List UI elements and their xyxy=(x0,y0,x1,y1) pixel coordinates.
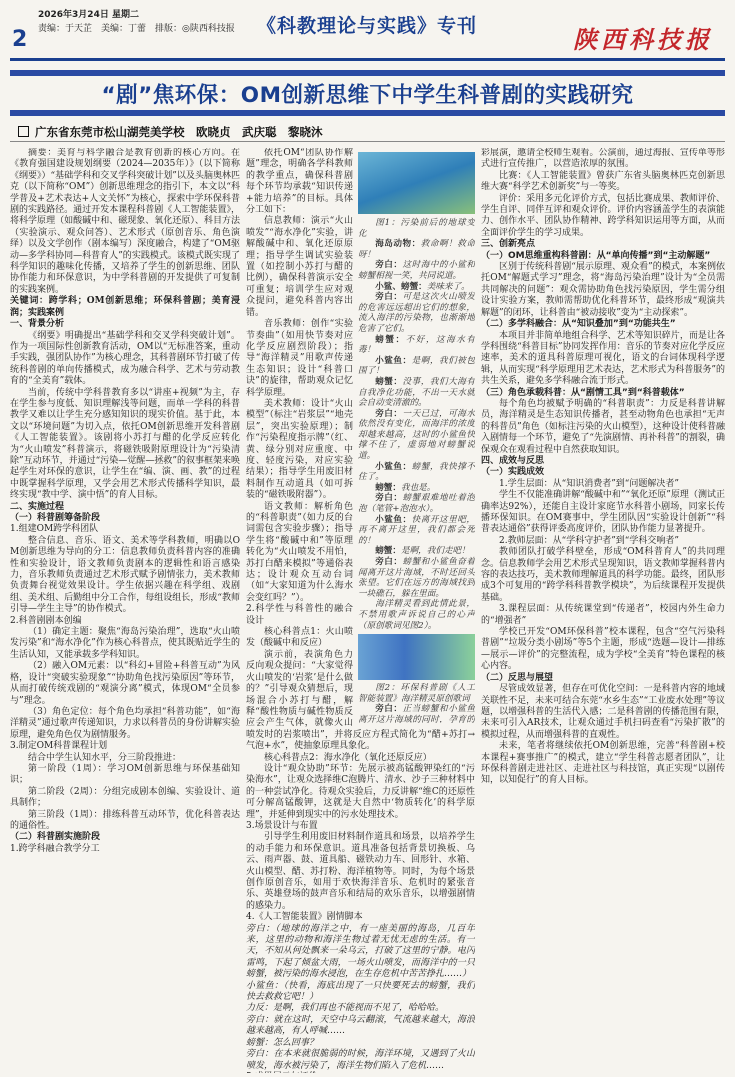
speaker-role: 螃蟹： xyxy=(375,482,401,493)
script-line xyxy=(358,704,475,723)
script-text: 螃蟹和小鲨鱼奋着闻离开这片海域，不时还回头张望。它们在远方的海域找到一块礁石，躲在里面。 xyxy=(358,557,475,599)
paragraph: 尽管成效显著，但存在可优化空间：一是科普内容的地域关联性不足，未来可结合东莞“水乡生态”“工业废水处理”等议题，以增强科普的生活代入感；二是科普剧的传播范围有限，未来可引入AR技术，让观众通过手机扫码查看“污染扩散”的模拟过程，从而增强科普的直观性。 xyxy=(481,684,725,740)
speaker-role: 海岛动物： xyxy=(375,239,421,250)
script-text: 一天已过，可海水依然没有变化，而海洋的浓度却越来越高，这时的小鲨鱼快撑不住了，虚弱地对螃蟹说道。 xyxy=(358,408,475,462)
speaker-role: 旁白： xyxy=(375,260,403,271)
paragraph: 音乐教师：创作“实验节奏曲”（如用快节奏对应化学反应剧烈阶段）；指导“海洋精灵”用歌声传递生态知识；设计“科普口诀”的旋律，帮助观众记忆科学原理。 xyxy=(246,319,353,398)
script-text: 是啊，我们被包围了！ xyxy=(358,355,475,377)
script-line xyxy=(358,282,475,293)
paragraph: 第二阶段（2周）：分组完成剧本创编、实验设计、道具制作； xyxy=(10,786,240,809)
script-line xyxy=(358,493,475,514)
speaker-role: 旁白： xyxy=(375,557,403,567)
section-heading: （二）科普剧实施阶段 xyxy=(10,832,101,843)
speaker-role: 旁白： xyxy=(375,408,403,419)
paragraph: 语文教师：解析角色的“科普职责”（如力反的台词需包含实验步骤）；指导学生将“酸碱中和”等原理转化为“火山喷发不用怕，苏打白醋来模拟”等通俗表达；设计观众互动台词（如“大家知道为什么海水会变红吗？”）。 xyxy=(246,501,353,603)
paragraph: 2.科学性与科普性的融合设计 xyxy=(246,604,353,626)
section-heading: （一）实践成效 xyxy=(481,467,545,478)
figure-1-image xyxy=(358,152,475,214)
speaker-role: 螃蟹： xyxy=(375,376,403,387)
paragraph: 第一阶段（1周）：学习OM创新思维与环保基础知识； xyxy=(10,763,240,786)
header-meta xyxy=(38,8,235,36)
script-line xyxy=(358,239,475,260)
page-number: 2 xyxy=(12,27,28,52)
speaker-role: 旁白： xyxy=(375,493,403,504)
section-heading: 三、创新亮点 xyxy=(481,239,536,250)
script-line xyxy=(358,409,475,462)
script-line xyxy=(358,462,475,483)
script-line xyxy=(358,292,475,334)
column-3 xyxy=(481,148,725,1073)
issue-date: 2026年3月24日 星期二 xyxy=(38,10,139,20)
script-text: 海洋精灵看到此情此景，不禁用歌声诉说自己的心声（原创歌词见图2）。 xyxy=(358,599,475,631)
section-heading: 四、成效与反思 xyxy=(481,455,545,466)
paragraph: 2.教师层面：从“学科守护者”到“学科交响者” xyxy=(499,535,679,546)
paragraph: 学校已开发“OM环保科普”校本课程，包含“空气污染科普剧”“垃圾分类小剧场”等5个主题，形成“选题—设计—排练—展示—评价”的完整流程，成为学校“全美育”特色课程的核心内容。 xyxy=(481,627,725,672)
section-heading: （二）反思与展望 xyxy=(481,672,554,683)
paragraph: 教师团队打破学科壁垒，形成“OM科普育人”的共同理念。信息教师学会用艺术形式呈现知识，语文教师掌握科普内容的表达技巧，美术教师理解道具的科学功能。最终，团队形成3个可复用的“跨学科科普教学模块”，为后续课程开发提供基础。 xyxy=(481,547,725,603)
script-text: 我也是。 xyxy=(400,482,436,493)
speaker-role: 小鲨鱼： xyxy=(375,355,412,366)
paragraph: （1）确定主题：聚焦“海岛污染治理”，选取“火山喷发污染”和“海水净化”作为核心科普点，使其既贴近学生的生活认知，又能承载多学科知识。 xyxy=(10,627,240,660)
section-heading: 二、实施过程 xyxy=(10,501,65,512)
section-heading: （二）多学科融合：从“知识叠加”到“功能共生” xyxy=(481,319,676,330)
script-line xyxy=(358,515,475,547)
paragraph: 整合信息、音乐、语文、美术等学科教师，明确以OM创新思维为导向的分工：信息教师负责科普内容的准确性和实验设计，语文教师负责剧本的逻辑性和语言感染力，音乐教师负责通过艺术形式赋予剧情张力，美术教师负责舞台视觉效果设计。学生依据兴趣在科学组、戏剧组、美术组、后勤组中分工合作，每组设组长，形成“教师引导—学生主导”的协作模式。 xyxy=(10,535,240,615)
paragraph: 核心科普点2：海水净化（氧化还原反应） xyxy=(264,752,432,763)
author-rule xyxy=(10,141,725,142)
paragraph: 设计“观众协助”环节：先展示被高锰酸钾染红的“污染海水”，让观众选择维C泡腾片、清水、沙子三种材料中的一种尝试净化。待观众实验后，力反讲解“维C的还原性可分解高锰酸钾，这就是大自然中‘物质转化’的科学原理”，并延伸到现实中的污水处理技术。 xyxy=(246,763,475,820)
paragraph: 摘要：美育与科学融合是教育创新的核心方向。在《教育强国建设规划纲要（2024—2035年）》（以下简称《纲要》）“基础学科和交叉学科突破计划”以及头脑奥林匹克（以下简称“OM”）创新思维理念的指引下，本文以“科学普及+艺术表达+人文关怀”为核心，探索中学环保科普剧的实践路径。通过开发本课程科普剧《人工智能装置》，将科学原理（如酸碱中和、磁现象、氧化还原）、科目方法（实验演示、观众问答）、艺术形式（原创音乐、角色演绎）以及文学创作（剧本编写）深度融合，构建了“OM驱动—多学科协同—科普育人”的实践模式。该模式既实现了科学知识的趣味化传播，又培养了学生的创新思维、团队协作能力和环保意识，为中学科普剧的开发提供了可复制的实践案例。 xyxy=(10,148,240,295)
speaker-role: 小鲨鱼： xyxy=(375,514,412,525)
script-line xyxy=(358,335,475,356)
section-heading: （三）角色承载科普：从“剧情工具”到“科普载体” xyxy=(481,387,685,398)
script-text: 可是这次火山喷发的危害远远超出它们的想象，流入海洋的污染物，也渐渐地危害了它们。 xyxy=(358,292,475,334)
paragraph: 螃蟹：怎么回事？ xyxy=(246,1037,319,1048)
paragraph: 旁白：就在这时，天空中乌云翻滚，气流越来越大，海浪越来越高，有人呼喊…… xyxy=(246,1014,475,1037)
script-line xyxy=(358,377,475,409)
paragraph: 3.课程层面：从传统课堂到“传递者”，校园内外生命力的“增强者” xyxy=(481,604,725,626)
author-names: 广东省东莞市松山湖莞美学校 欧晓贞 武庆聪 黎晓沐 xyxy=(35,125,323,139)
script-line xyxy=(358,557,475,599)
section-heading: （一）OM思维重构科普剧：从“单向传播”到“主动解题” xyxy=(481,250,711,261)
paragraph: 比赛：《人工智能装置》曾获广东省头脑奥林匹克创新思维大赛“科学艺术创新奖”与一等奖。 xyxy=(481,170,725,193)
column-2 xyxy=(246,148,475,1073)
staff-line: 责编：于天芷 美编：丁蕾 排版：◎陕西科技报 xyxy=(38,24,235,34)
paragraph: 引导学生利用废旧材料制作道具和场景，以培养学生的动手能力和环保意识。道具准备包括背景切换板、乌云、雨声器、鼓、道具船、磁铁动力车、回形针、水箱、火山模型、醋、苏打粉、海洋植物等。同时，为每个场景创作原创音乐，如用于欢快海洋音乐、危机时的紧张音乐、英雄登场的鼓声音乐和结局的欢乐音乐，以增强剧情的感染力。 xyxy=(246,832,475,911)
speaker-role: 旁白： xyxy=(375,292,403,303)
script-text: 救命啊！救命呀！ xyxy=(358,239,475,260)
script-line xyxy=(358,260,475,281)
paragraph: 《纲要》明确提出“基础学科和交叉学科突破计划”。作为一项国际性创新教育活动，OM以“无标准答案，重动手实践，强团队协作”为核心理念，其科普剧环节打破了传统科普剧的单向传播模式，成为融合科学、艺术与劳动教育的“全美育”载体。 xyxy=(10,330,240,387)
paragraph: 小鲨鱼：（快看，海底出现了一只快要死去的螃蟹，我们快去救救它吧！） xyxy=(246,980,475,1003)
paragraph: 信息教师：演示“火山喷发”“海水净化”实验，讲解酸碱中和、氧化还原原理；指导学生调试实验装置（如控制小苏打与醋的比例），确保科普演示安全可重复；培训学生应对观众提问，避免科普内容出错。 xyxy=(246,216,353,318)
paragraph: 结合中学生认知水平，分三阶段推进： xyxy=(28,752,182,763)
masthead-logo: 陕西科技报 xyxy=(573,25,713,54)
paragraph: 本项目并非简单地组合科学、艺术等知识碎片，而是让各学科围绕“科普目标”协同发挥作用：音乐的节奏对应化学反应速率，美术的道具科普原理可视化，语文的台词体现科学逻辑，从而实现“科学原理用艺术表达，艺术形式为科普服务”的共生关系，避免多学科融合流于形式。 xyxy=(481,330,725,387)
paragraph: 美术教师：设计“火山模型”（标注“岩浆层”“地壳层”，突出实验原理）；制作“污染程度指示牌”（红、黄、绿分别对应重度、中度、轻度污染，对应实验结果）；指导学生用废旧材料制作互动道具（如可拆装的“磁铁吸附器”）。 xyxy=(246,398,353,501)
paragraph: 1.跨学科融合教学分工 xyxy=(10,843,100,854)
paragraph: 演示前，表演角色力反向观众提问：“大家觉得火山喷发的‘岩浆’是什么做的？”引导观众猜想后，现场混合小苏打与醋，解释“酸性物质与碱性物质反应会产生气体，就像火山喷发时的岩浆喷出”，并将反应方程式简化为“醋+苏打→气泡+水”，使抽象原理具象化。 xyxy=(246,649,475,752)
section-heading: （一）科普剧筹备阶段 xyxy=(10,513,101,523)
paragraph: 学生不仅能准确讲解“酸碱中和”“氧化还原”原理（测试正确率达92%），还能自主设计家庭节水科普小剧场，同家长传播环保知识。在OM赛事中，学生团队因“实验设计创新”“科普表达通俗”获得评委高度评价，团队协作能力显著提升。 xyxy=(481,490,725,535)
script-text: 美味来了。 xyxy=(426,281,470,292)
paragraph: （3）角色定位：每个角色均承担“科普功能”，如“海洋精灵”通过歌声传递知识，力求以科普员的身份讲解实验原理，避免角色仅为剧情服务。 xyxy=(10,706,240,740)
script-text: 这时海中的小鲨和螃蟹相视一笑，共同说道。 xyxy=(358,260,475,281)
paragraph: 每个角色均被赋予明确的“科普职责”：力反是科普讲解员，海洋精灵是生态知识传播者，甚至动物角色也承担“无声的科普员”角色（如标注污染的火山模型），这种设计使科普融入剧情每一个环节，避免了“先演剧情、再补科普”的割裂，确保观众在观看过程中自然获取知识。 xyxy=(481,398,725,455)
script-line xyxy=(358,218,475,239)
speaker-role: 旁白： xyxy=(375,704,403,715)
paragraph: 力反：是啊，我们再也不能视而不见了，哈哈哈。 xyxy=(246,1003,445,1014)
paragraph: 2.科普剧剧本创编 xyxy=(10,615,82,626)
script-text: 不好，这海水有毒！ xyxy=(358,334,475,356)
paragraph: 3.制定OM科普课程计划 xyxy=(10,741,108,752)
script-sidebar xyxy=(358,148,475,723)
paragraph: 区别于传统科普剧“展示原理、观众看”的模式，本案例依托OM“解题式学习”理念，将“海岛污染治理”设计为“全员需共同解决的问题”：观众需协助角色找污染原因，学生需分组设计实验方案，教师需帮助优化科普环节，最终形成“观演共解题”的闭环，让科普由“被动接收”变为“主动探索”。 xyxy=(481,262,725,318)
paragraph xyxy=(246,1072,475,1073)
column-1 xyxy=(10,148,240,1073)
paragraph: 评价：采用多元化评价方式，包括比赛成果、教师评价、学生自评、同伴互评和观众评价。评价内容涵盖学生的表演能力、创作水平、团队协作精神、跨学科知识运用等方面，从而全面评价学生的学习成果。 xyxy=(481,193,725,238)
speaker-role: 螃蟹： xyxy=(375,334,406,345)
script-text: 螃蟹艰难地吐着泡泡（笔管+泡泡水）。 xyxy=(358,493,475,515)
title-band-bottom xyxy=(10,110,725,116)
author-box-icon xyxy=(18,126,29,137)
author-line xyxy=(18,124,323,140)
paragraph: 旁白：在本来就很脆弱的时候，海洋环境，又遇到了火山喷发，海水被污染了，海洋生物们陷入了危机…… xyxy=(246,1049,475,1071)
script-text: 没事，我们大海有自我净化功能，不出一天水就会自动变清澈的。 xyxy=(358,376,475,409)
page-header xyxy=(0,0,735,60)
title-band-top xyxy=(10,70,725,76)
script-text: 快离开这里吧，再不离开这里，我们都会死的！ xyxy=(358,514,475,546)
paragraph: 未来，笔者将继续依托OM创新思维，完善“科普剧+校本课程+赛事推广”的模式，建立“学生科普志愿者团队”，让环保科普剧走进社区、走进社区与科技馆，真正实现“以剧传知，以知促行”的育人目标。 xyxy=(481,741,725,786)
speaker-role: 螃蟹： xyxy=(375,546,401,557)
script-line xyxy=(358,546,475,557)
paragraph: 依托OM“团队协作解题”理念，明确各学科教师的教学重点，确保科普剧每个环节均承载“知识传递+能力培养”的目标。具体分工如下： xyxy=(246,148,353,216)
article-title: “剧”焦环保：OM创新思维下中学生科普剧的实践研究 xyxy=(101,83,634,108)
paragraph: 彩展演，邀请全校师生观看。公演前，通过海报、宣传单等形式进行宣传推广，以营造浓厚的氛围。 xyxy=(481,148,725,170)
paragraph: 旁白：（地球的海洋之中，有一座美丽的海岛，几百年来，这里的动物和海洋生物过着无忧无虑的生活。有一天，不知从何处飘来一朵乌云，打破了这里的宁静。电闪雷鸣，下起了倾盆大雨，一场火山喷发，而海洋中的一只螃蟹，被污染的海水浸泡，在生存危机中苦苦挣扎……） xyxy=(246,923,475,980)
speaker-role: 小鲨鱼： xyxy=(375,461,412,472)
section-heading: 一、背景分析 xyxy=(10,319,65,330)
script-text: 图2：环保科普剧《人工智能装置》海洋精灵原创歌词 xyxy=(358,683,475,704)
paragraph: 3.场景设计与布置 xyxy=(246,820,318,831)
script-line xyxy=(358,683,475,704)
paragraph: 关键词：跨学科；OM创新思维；环保科普剧；美育浸润；实践案例 xyxy=(10,296,240,318)
script-text: 正当螃蟹和小鲨鱼离开这片海域的同时，孕育的 xyxy=(358,704,475,723)
speaker-role: 小鲨、螃蟹： xyxy=(375,281,427,292)
script-line xyxy=(358,356,475,377)
paragraph: 4.《人工智能装置》剧情脚本 xyxy=(246,912,363,923)
script-text: 螃蟹，我快撑不住了。 xyxy=(358,461,475,483)
paragraph: （2）融入OM元素：以“科幻+冒险+科普互动”为风格，设计“突破实验现象”“协助角色找污染原因”等环节，从而打破传统戏剧的“观演分离”模式，体现OM“全员参与”理念。 xyxy=(10,661,240,706)
script-line xyxy=(358,483,475,494)
paragraph: 1.组建OM跨学科团队 xyxy=(10,524,99,535)
script-text: 是啊，我们走吧！ xyxy=(400,546,470,557)
paragraph: 核心科普点1：火山喷发（酸碱中和反应） xyxy=(246,627,353,649)
paragraph: 当前，传统中学科普教育多以“讲座+视频”为主，存在学生参与度低、知识理解浅等问题，而单一学科的科普教学又难以让学生充分感知知识的现实价值。基于此，本文以“环境问题”为切入点，依托OM创新思维开发科普剧《人工智能装置》。该剧将小苏打与醋的化学反应转化为“火山喷发”科普演示，将磁铁吸附原理设计为“污染清除”互动环节，并通过“污染—觉醒—拯救”的叙事框架来唤起学生对环保的意识，让学生在“编、演、画、教”的过程中既掌握科学原理，又学会用艺术形式传播科学知识，最终实现“教中学、演中悟”的育人目标。 xyxy=(10,387,240,501)
paragraph: 第三阶段（1周）：排练科普互动环节，优化科普表达的通俗性。 xyxy=(10,809,240,831)
script-text: 图1：污染前后的地球变化 xyxy=(358,218,475,239)
figure-2-image xyxy=(358,634,475,680)
column-title: 《科教理论与实践》专刊 xyxy=(257,15,478,37)
paragraph: 1.学生层面：从“知识消费者”到“问题解决者” xyxy=(499,478,679,489)
script-line xyxy=(358,599,475,631)
header-rule xyxy=(10,58,725,61)
